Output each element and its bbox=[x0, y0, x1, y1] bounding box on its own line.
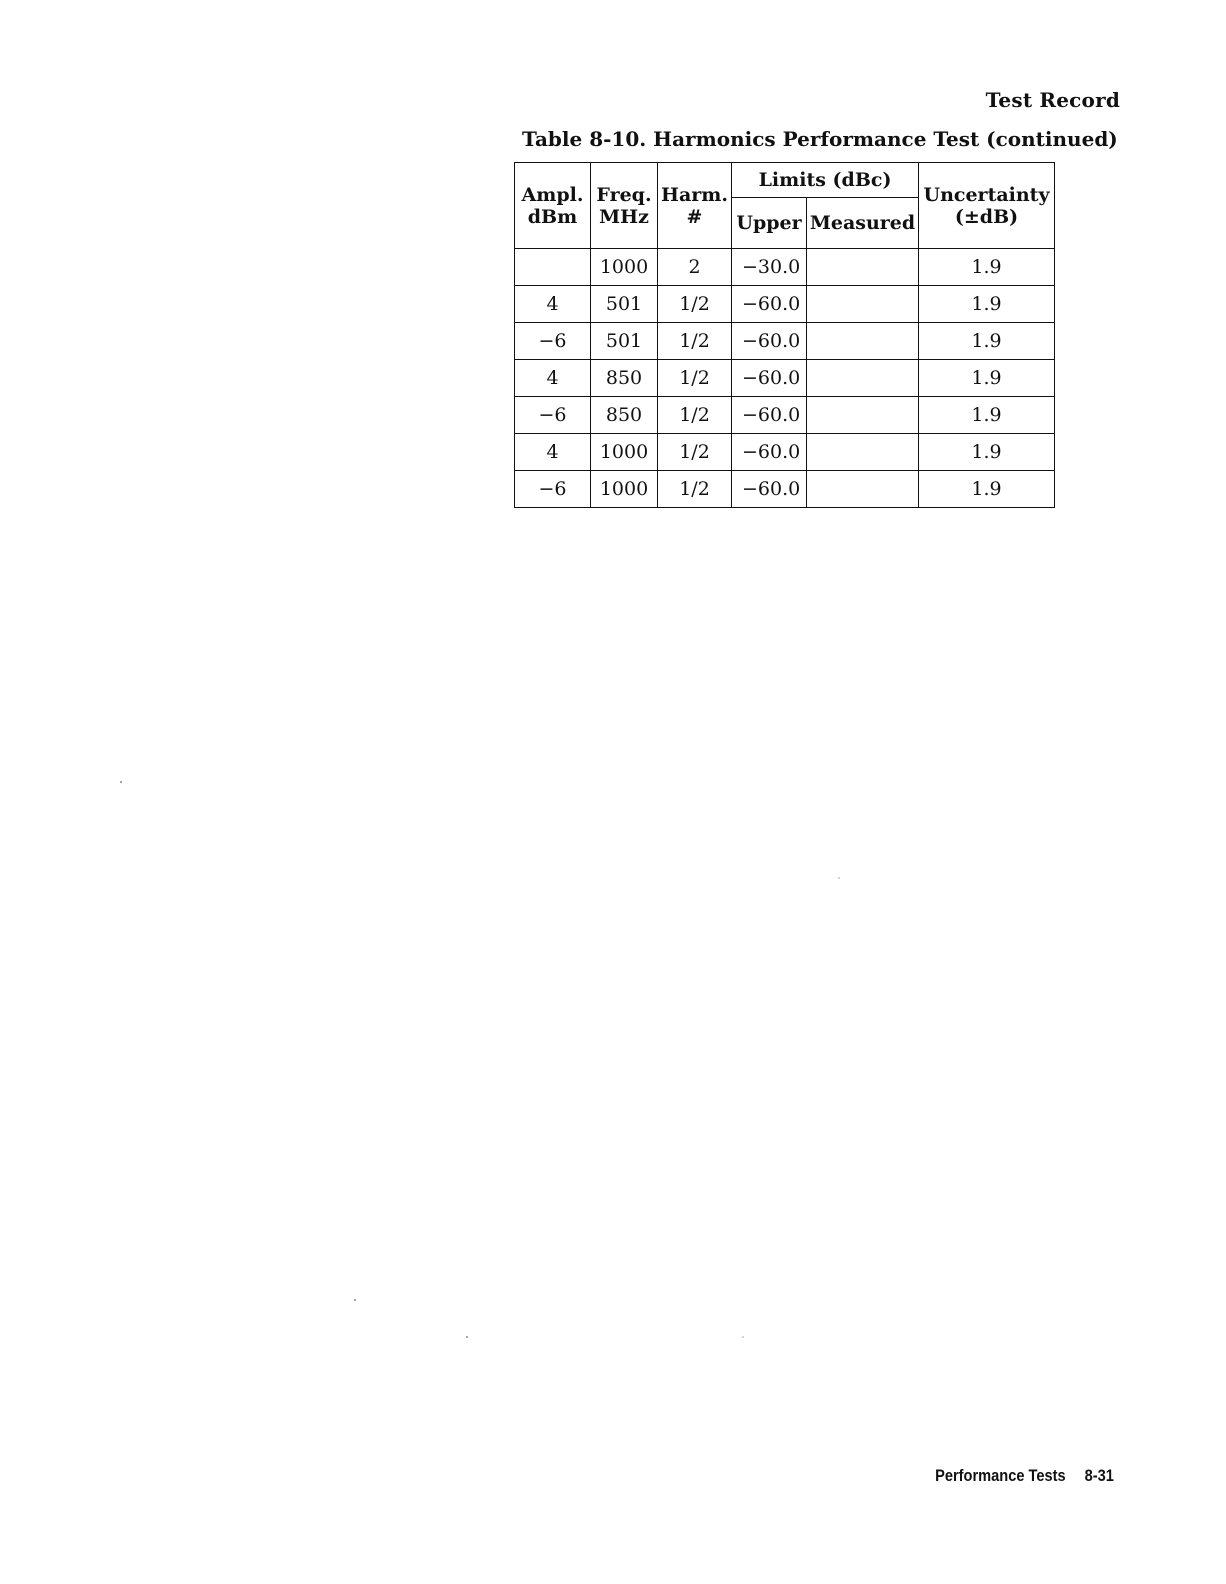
table-row bbox=[515, 434, 1055, 471]
cell-ampl: −6 bbox=[515, 323, 591, 360]
col-header-uncertainty-line1: Uncertainty bbox=[923, 183, 1050, 206]
cell-harm: 1/2 bbox=[658, 286, 732, 323]
table-row bbox=[515, 286, 1055, 323]
cell-uncertainty: 1.9 bbox=[919, 434, 1055, 471]
cell-uncertainty: 1.9 bbox=[919, 323, 1055, 360]
table-title: Table 8-10. Harmonics Performance Test (continued) bbox=[522, 127, 1118, 151]
page-footer bbox=[935, 1466, 1114, 1486]
table-row bbox=[515, 360, 1055, 397]
col-header-upper: Upper bbox=[732, 198, 807, 249]
cell-freq: 501 bbox=[591, 286, 658, 323]
scan-speck bbox=[466, 1336, 468, 1338]
col-header-harm-line2: # bbox=[686, 205, 703, 228]
cell-harm: 1/2 bbox=[658, 323, 732, 360]
cell-uncertainty: 1.9 bbox=[919, 360, 1055, 397]
col-header-freq bbox=[591, 163, 658, 249]
cell-harm: 1/2 bbox=[658, 434, 732, 471]
harmonics-performance-table bbox=[514, 162, 1055, 508]
cell-freq: 850 bbox=[591, 397, 658, 434]
scan-speck bbox=[354, 1299, 356, 1301]
cell-upper: −60.0 bbox=[732, 360, 807, 397]
table-row bbox=[515, 323, 1055, 360]
cell-uncertainty: 1.9 bbox=[919, 471, 1055, 508]
cell-ampl: 4 bbox=[515, 434, 591, 471]
cell-upper: −30.0 bbox=[732, 249, 807, 286]
cell-ampl: 4 bbox=[515, 360, 591, 397]
col-header-ampl-line1: Ampl. bbox=[521, 183, 584, 206]
col-header-uncertainty bbox=[919, 163, 1055, 249]
cell-freq: 1000 bbox=[591, 471, 658, 508]
harmonics-table-container bbox=[514, 162, 1055, 508]
cell-uncertainty: 1.9 bbox=[919, 249, 1055, 286]
col-header-harm-line1: Harm. bbox=[661, 183, 728, 206]
footer-section-name: Performance Tests bbox=[935, 1466, 1066, 1485]
cell-harm: 1/2 bbox=[658, 471, 732, 508]
cell-freq: 1000 bbox=[591, 434, 658, 471]
cell-uncertainty: 1.9 bbox=[919, 397, 1055, 434]
footer-page-number: 8-31 bbox=[1084, 1466, 1114, 1485]
cell-measured[interactable] bbox=[807, 360, 919, 397]
cell-harm: 2 bbox=[658, 249, 732, 286]
col-header-freq-line2: MHz bbox=[599, 205, 649, 228]
cell-upper: −60.0 bbox=[732, 323, 807, 360]
cell-harm: 1/2 bbox=[658, 397, 732, 434]
cell-ampl: −6 bbox=[515, 471, 591, 508]
cell-ampl: 4 bbox=[515, 286, 591, 323]
cell-harm: 1/2 bbox=[658, 360, 732, 397]
col-header-limits-group: Limits (dBc) bbox=[732, 163, 919, 198]
cell-measured[interactable] bbox=[807, 397, 919, 434]
cell-measured[interactable] bbox=[807, 434, 919, 471]
cell-upper: −60.0 bbox=[732, 434, 807, 471]
scan-speck bbox=[120, 781, 122, 783]
col-header-freq-line1: Freq. bbox=[596, 183, 652, 206]
cell-measured[interactable] bbox=[807, 323, 919, 360]
col-header-ampl bbox=[515, 163, 591, 249]
cell-freq: 850 bbox=[591, 360, 658, 397]
col-header-measured: Measured bbox=[807, 198, 919, 249]
cell-measured[interactable] bbox=[807, 471, 919, 508]
cell-freq: 1000 bbox=[591, 249, 658, 286]
scan-speck bbox=[838, 877, 840, 879]
cell-ampl bbox=[515, 249, 591, 286]
cell-uncertainty: 1.9 bbox=[919, 286, 1055, 323]
scan-speck bbox=[742, 1336, 744, 1338]
col-header-harm bbox=[658, 163, 732, 249]
table-row bbox=[515, 249, 1055, 286]
cell-upper: −60.0 bbox=[732, 471, 807, 508]
cell-measured[interactable] bbox=[807, 249, 919, 286]
col-header-uncertainty-line2: (±dB) bbox=[954, 205, 1019, 228]
col-header-ampl-line2: dBm bbox=[527, 205, 578, 228]
table-row bbox=[515, 471, 1055, 508]
cell-measured[interactable] bbox=[807, 286, 919, 323]
cell-upper: −60.0 bbox=[732, 397, 807, 434]
section-header: Test Record bbox=[985, 88, 1120, 112]
cell-ampl: −6 bbox=[515, 397, 591, 434]
cell-freq: 501 bbox=[591, 323, 658, 360]
table-row bbox=[515, 397, 1055, 434]
cell-upper: −60.0 bbox=[732, 286, 807, 323]
